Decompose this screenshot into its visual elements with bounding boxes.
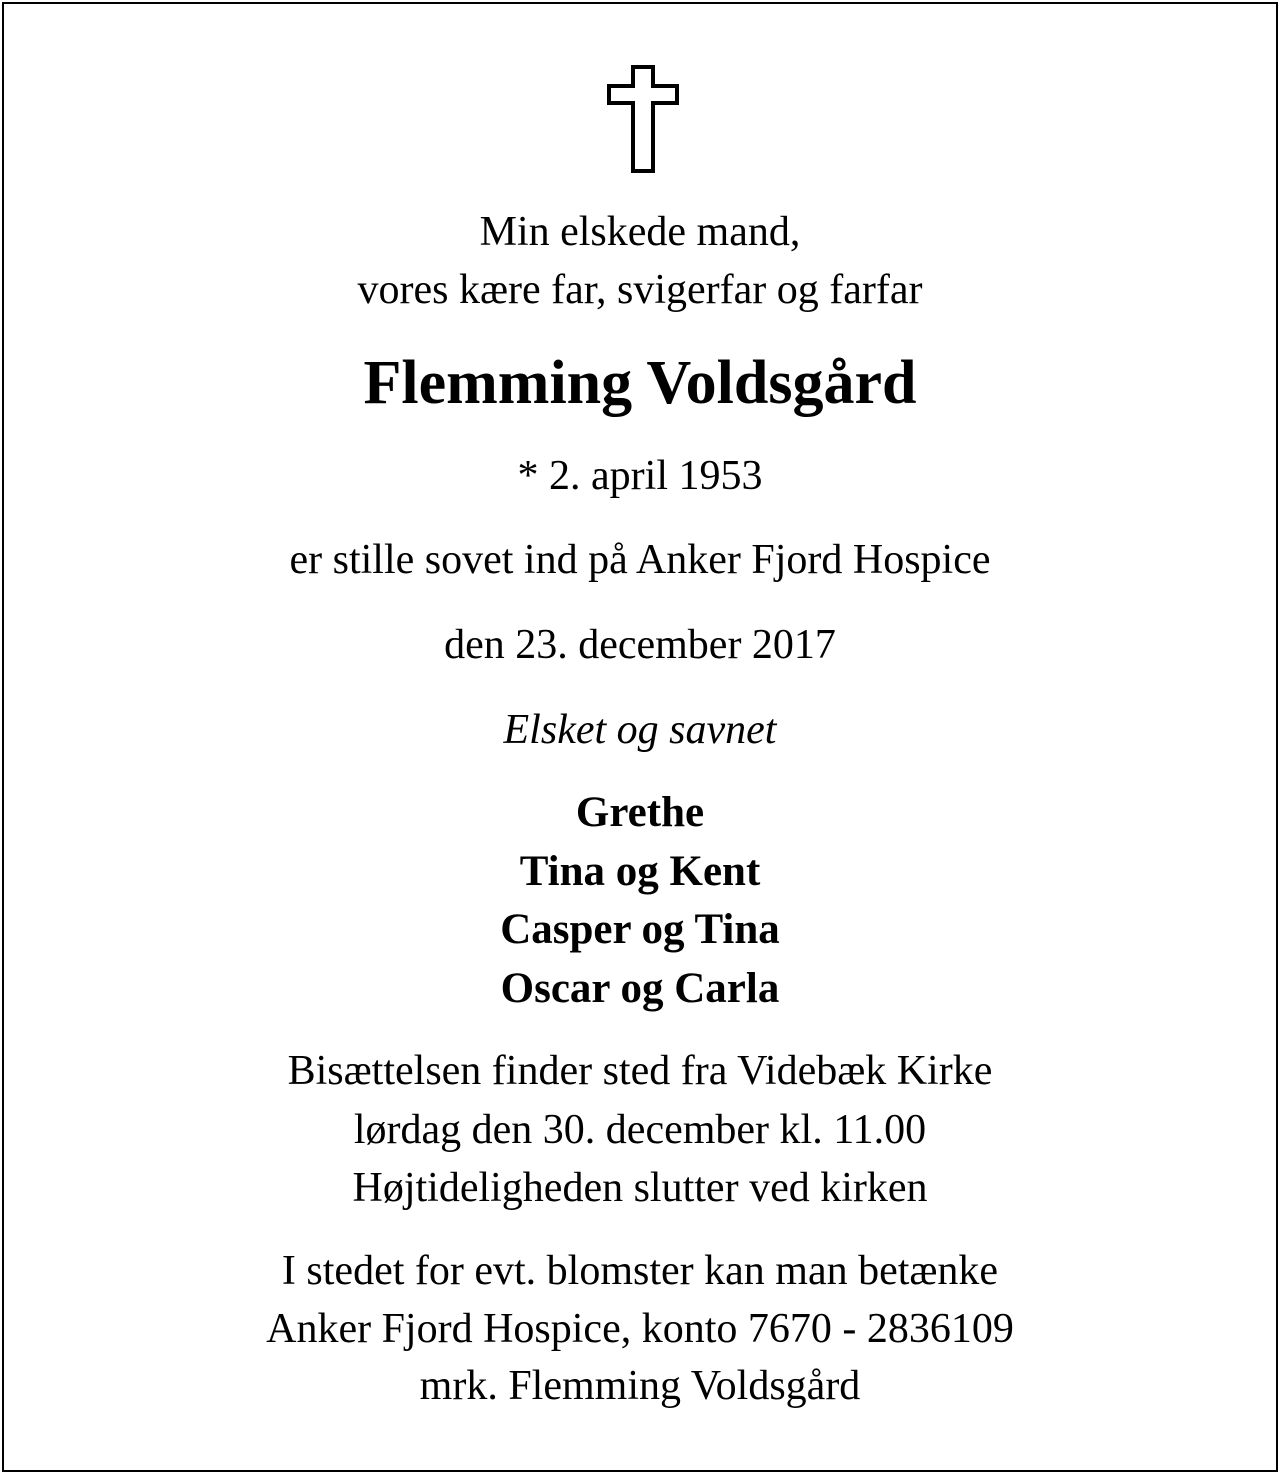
funeral-line: Højtideligheden slutter ved kirken bbox=[352, 1165, 928, 1211]
intro-line: vores kære far, svigerfar og farfar bbox=[357, 267, 923, 313]
funeral-line: Bisættelsen finder sted fra Videbæk Kirke bbox=[287, 1048, 993, 1094]
death-date: den 23. december 2017 bbox=[444, 622, 836, 668]
family-member: Oscar og Carla bbox=[500, 965, 780, 1012]
deceased-name: Flemming Voldsgård bbox=[363, 349, 917, 417]
family-member: Casper og Tina bbox=[500, 906, 780, 953]
cross-icon bbox=[607, 64, 679, 174]
birth-date: * 2. april 1953 bbox=[517, 453, 763, 499]
donation-line: Anker Fjord Hospice, konto 7670 - 2836109 bbox=[266, 1306, 1014, 1352]
funeral-line: lørdag den 30. december kl. 11.00 bbox=[353, 1107, 927, 1153]
tribute-line: Elsket og savnet bbox=[503, 707, 777, 753]
obituary-notice bbox=[2, 2, 1278, 1472]
intro-line: Min elskede mand, bbox=[479, 209, 801, 255]
family-member: Grethe bbox=[575, 789, 705, 836]
family-member: Tina og Kent bbox=[519, 848, 761, 895]
passed-away-line: er stille sovet ind på Anker Fjord Hospice bbox=[289, 537, 991, 583]
donation-line: mrk. Flemming Voldsgård bbox=[419, 1363, 861, 1409]
donation-line: I stedet for evt. blomster kan man betænke bbox=[281, 1248, 999, 1294]
